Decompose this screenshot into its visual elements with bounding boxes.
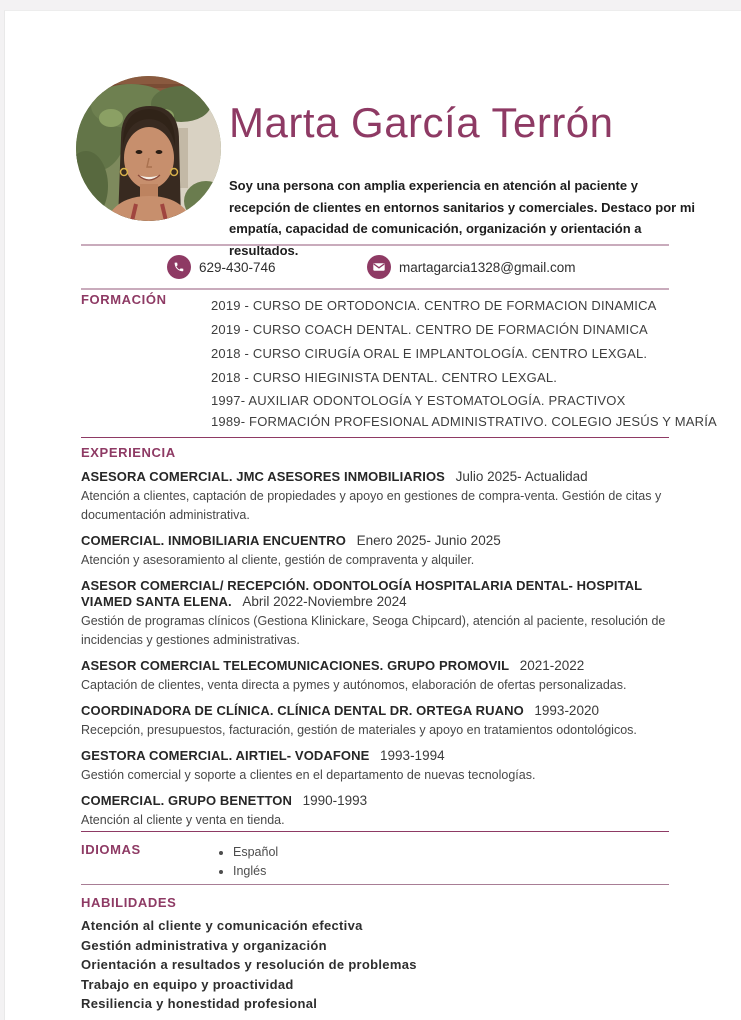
idioma-item: • Español [233, 843, 278, 862]
phone-contact[interactable] [167, 246, 276, 288]
divider-experiencia [81, 437, 669, 438]
idiomas-list [217, 843, 278, 880]
job-entry [81, 469, 687, 525]
job-dates: 2021-2022 [519, 658, 585, 673]
job-entry [81, 578, 687, 650]
skill-item: Gestión administrativa y organización [81, 937, 327, 953]
divider-habilidades [81, 884, 669, 885]
formacion-item: 2018 - CURSO CIRUGÍA ORAL E IMPLANTOLOGÍA. CENTRO LEXGAL. [211, 346, 648, 361]
skill-item: Atención al cliente y comunicación efectiva [81, 918, 363, 933]
job-title: ASESORA COMERCIAL. JMC ASESORES INMOBILIARIOS [81, 469, 445, 484]
job-entry [81, 533, 687, 570]
job-description: Recepción, presupuestos, facturación, gestión de materiales y apoyo en tratamientos odontológicos. [81, 723, 637, 737]
job-title: COMERCIAL. GRUPO BENETTON [81, 793, 292, 808]
profile-summary: Soy una persona con amplia experiencia en atención al paciente y recepción de clientes en entornos sanitarios y comerciales. Destaco por mi empatía, capacidad de comunicación, organización y orientación a resultados. [229, 178, 696, 258]
job-entry [81, 748, 687, 785]
job-title: COORDINADORA DE CLÍNICA. CLÍNICA DENTAL DR. ORTEGA RUANO [81, 703, 524, 718]
job-heading [81, 578, 687, 610]
job-dates: Julio 2025- Actualidad [455, 469, 588, 484]
formacion-item: 1989- FORMACIÓN PROFESIONAL ADMINISTRATIVO. COLEGIO JESÚS Y MARÍA [211, 414, 717, 429]
page-title: Marta García Terrón [229, 99, 614, 146]
job-heading [81, 658, 687, 674]
job-description: Atención al cliente y venta en tienda. [81, 813, 285, 827]
job-title: GESTORA COMERCIAL. AIRTIEL- VODAFONE [81, 748, 370, 763]
section-title-idiomas: IDIOMAS [81, 842, 141, 857]
job-dates: 1993-2020 [534, 703, 599, 718]
section-title-experiencia: EXPERIENCIA [81, 445, 176, 460]
phone-number: 629-430-746 [199, 259, 276, 275]
section-title-formacion: FORMACIÓN [81, 292, 167, 307]
job-title: COMERCIAL. INMOBILIARIA ENCUENTRO [81, 533, 346, 548]
formacion-item: 2019 - CURSO COACH DENTAL. CENTRO DE FORMACIÓN DINAMICA [211, 322, 648, 337]
job-heading [81, 703, 687, 719]
job-heading [81, 748, 687, 764]
experience-list [81, 469, 687, 838]
job-dates: 1990-1993 [302, 793, 368, 808]
idioma-item: • Inglés [233, 862, 278, 881]
formacion-item: 1997- AUXILIAR ODONTOLOGÍA Y ESTOMATOLOGÍA. PRACTIVOX [211, 393, 626, 408]
envelope-icon [367, 255, 391, 279]
email-address: martagarcia1328@gmail.com [399, 259, 576, 275]
job-description: Gestión de programas clínicos (Gestiona Klinickare, Seoga Chipcard), atención al paciente, resolución de incidencias y gestiones administrativas. [81, 614, 666, 647]
job-heading [81, 533, 687, 549]
profile-photo-illustration [76, 76, 221, 221]
job-description: Atención a clientes, captación de propiedades y apoyo en gestiones de compra-venta. Gestión de citas y documentación administrativa. [81, 489, 662, 522]
job-description: Atención y asesoramiento al cliente, gestión de compraventa y alquiler. [81, 553, 475, 567]
divider-idiomas [81, 831, 669, 832]
job-entry [81, 658, 687, 695]
job-dates: 1993-1994 [380, 748, 445, 763]
formacion-item: 2019 - CURSO DE ORTODONCIA. CENTRO DE FORMACION DINAMICA [211, 298, 657, 313]
job-heading [81, 793, 687, 809]
email-contact[interactable] [367, 246, 576, 288]
job-heading [81, 469, 687, 485]
section-title-habilidades: HABILIDADES [81, 895, 177, 910]
formacion-list [211, 296, 717, 434]
formacion-item: 2018 - CURSO HIEGINISTA DENTAL. CENTRO LEXGAL. [211, 370, 558, 385]
job-title: ASESOR COMERCIAL/ RECEPCIÓN. ODONTOLOGÍA HOSPITALARIA DENTAL- HOSPITAL VIAMED SANTA ELENA. [81, 578, 642, 609]
job-description: Gestión comercial y soporte a clientes en el departamento de nuevas tecnologías. [81, 768, 536, 782]
job-entry [81, 793, 687, 830]
skill-item: Resiliencia y honestidad profesional [81, 996, 318, 1011]
job-description: Captación de clientes, venta directa a pymes y autónomos, elaboración de ofertas personalizadas. [81, 678, 627, 692]
profile-photo [76, 76, 221, 221]
skills-list [81, 916, 417, 1014]
phone-icon [167, 255, 191, 279]
cv-page [4, 10, 741, 1020]
job-title: ASESOR COMERCIAL TELECOMUNICACIONES. GRUPO PROMOVIL [81, 658, 510, 673]
job-entry [81, 703, 687, 740]
job-dates: Abril 2022-Noviembre 2024 [242, 594, 407, 609]
skill-item: Trabajo en equipo y proactividad [81, 976, 294, 992]
job-dates: Enero 2025- Junio 2025 [356, 533, 501, 548]
contact-bar [81, 244, 669, 290]
skill-item: Orientación a resultados y resolución de problemas [81, 957, 417, 972]
